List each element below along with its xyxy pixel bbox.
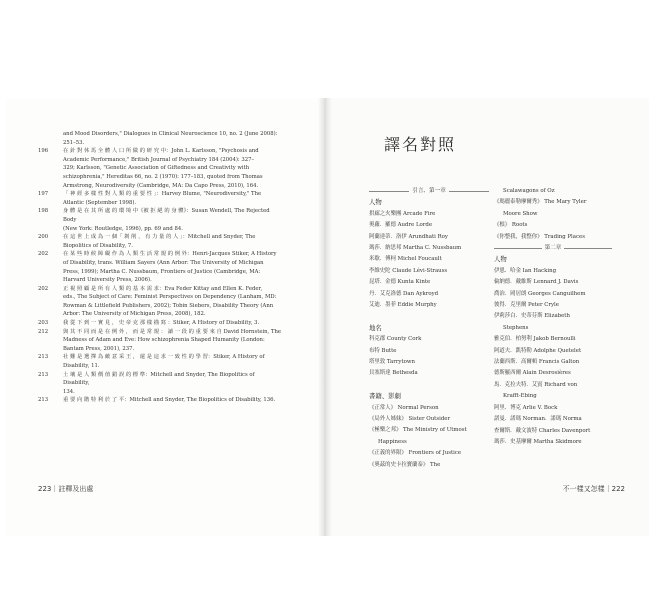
note-text: Atlantic (September 1998). xyxy=(63,199,137,206)
glossary-entry: 馬．克拉夫特．艾賓 Richard von xyxy=(494,381,578,388)
note-page-number: 213 xyxy=(38,397,49,404)
note-text: 251–53. xyxy=(63,139,85,146)
notes-section xyxy=(38,130,282,405)
heading-rule xyxy=(564,248,612,249)
note-text: (New York: Routledge, 1996), pp. 69 and 84. xyxy=(63,225,183,232)
glossary-entry: 瑪莎．納思邦 Martha C. Nussbaum xyxy=(369,245,462,251)
note-entry xyxy=(38,396,282,405)
note-text: Madness of Adam and Eve: How schizophrenia Shaped Humanity (London: xyxy=(63,337,265,344)
glossary-entry: 《你整我，我整你》 Trading Places xyxy=(494,233,585,240)
note-text: 正 視 照 顧 是 所 有 人 類 的 基 本 需 求：Eva Feder Kittay and Ellen K. Feder, xyxy=(63,285,263,292)
glossary-entry: 阿里．博克 Arlie V. Bock xyxy=(494,404,558,411)
note-page-number: 203 xyxy=(38,320,49,327)
note-entry xyxy=(38,147,282,190)
chapter-heading xyxy=(494,243,612,254)
note-entry xyxy=(38,285,282,319)
glossary-entry: Happiness xyxy=(378,438,407,445)
note-text: and Mood Disorders," Dialogues in Clinical Neuroscience 10, no. 2 (June 2008): xyxy=(63,131,278,137)
note-text: schizophrenia," Hereditas 66, no. 2 (1970): 177–183, quoted from Thomas xyxy=(63,173,263,180)
glossary-entry: Stephens xyxy=(503,324,529,331)
glossary-entry: 《瑪麗泰勒摩爾秀》 The Mary Tyler xyxy=(494,199,587,206)
glossary-title: 譯名對照 xyxy=(384,135,457,154)
note-entry xyxy=(38,371,282,397)
glossary-entry: 昆塔．金德 Kunta Kinte xyxy=(369,279,431,286)
note-continuation-line xyxy=(38,130,282,139)
heading-rule xyxy=(449,191,489,192)
note-text: 329; Karlsson, "Genetic Association of Giftedness and Creativity with xyxy=(63,165,250,172)
glossary-entry: 奧蘿．羅德 Audre Lorde xyxy=(369,222,433,229)
glossary-entry: 《極樂之邦》 The Ministry of Utmost xyxy=(369,427,467,434)
note-text: Rowman & Littlefield Publishers, 2002); Tobin Siebers, Disability Theory (Ann xyxy=(63,302,274,309)
note-page-number: 202 xyxy=(38,285,49,292)
note-entry xyxy=(38,328,282,354)
note-text: 與 其 不 同 而 是 在 例 外 ， 而 是 常 規 ： 讀 一 段 的 重 要 來 自 David Hornstein, The xyxy=(63,328,282,335)
glossary-entry: 諾曼．諾瑪 Norman．諾瑪 Norma xyxy=(494,416,582,423)
note-text: Biopolitics of Disability, 7. xyxy=(63,242,133,249)
note-text: Arbor: The University of Michigan Press, 2008), 182. xyxy=(63,311,206,318)
glossary-entry: 科克郡 County Cork xyxy=(369,336,422,343)
note-page-number: 196 xyxy=(38,148,49,155)
glossary-entry: 《正常人》 Normal Person xyxy=(369,404,439,411)
glossary-entry: 瑪莎．史基摩爾 Martha Skidmore xyxy=(494,438,582,445)
glossary-entry: 雅克伯．柏努利 Jakob Bernoulli xyxy=(494,336,576,343)
glossary-entry: 德斯羅西爾 Alain Desrosières xyxy=(494,370,571,377)
glossary-entry: 阿道夫．凱特勒 Adolphe Quetelet xyxy=(494,347,582,354)
note-entry xyxy=(38,233,282,250)
note-page-number: 202 xyxy=(38,251,49,258)
note-text: 在 這 世 上 成 為 一 個「 剝 削 、 有 力 量 的 人 」：Mitchell and Snyder, The xyxy=(63,234,256,241)
heading-rule xyxy=(369,191,409,192)
glossary-entry: 李維史陀 Claude Lévi-Strauss xyxy=(369,267,448,274)
glossary-entry: Scalawagons of Oz xyxy=(503,188,555,194)
glossary-entry: 伊莉莎白．史蒂芬斯 Elizabeth xyxy=(494,313,570,320)
glossary-entry: 貝塞斯達 Bethesda xyxy=(369,370,418,377)
note-text: 土 壤 是 人 類 價 值 錯 誤 的 標 準：Mitchell and Snyder, The Biopolitics of Disability, xyxy=(63,371,255,387)
book-gutter xyxy=(318,98,332,536)
note-page-number: 197 xyxy=(38,191,49,198)
folio-left: 223｜註釋及出處 xyxy=(38,485,94,493)
glossary-column-right xyxy=(494,186,612,448)
chapter-heading-label: 第二章 xyxy=(544,245,562,252)
category-heading: 地名 xyxy=(369,323,382,332)
glossary-entry: Moore Show xyxy=(503,210,538,217)
note-entry xyxy=(38,207,282,233)
note-text: Academic Performance," British Journal of Psychiatry 184 (2004): 327– xyxy=(63,156,255,163)
spacer xyxy=(369,380,489,391)
glossary-entry: Krafft-Ebing xyxy=(503,393,537,400)
note-page-number: 200 xyxy=(38,234,49,241)
glossary-entry: 拱廊之火樂團 Arcade Fire xyxy=(369,210,436,217)
note-text: 在 針 對 休 馬 全 體 人 口 所 做 的 研 究 中：John L. Karlsson, "Psychosis and xyxy=(63,148,259,155)
glossary-entry: 丹．艾克洛德 Dan Aykroyd xyxy=(369,290,439,297)
category-heading: 人物 xyxy=(494,255,507,264)
glossary-entry: 艾迪．墨菲 Eddie Murphy xyxy=(369,302,437,309)
note-entry xyxy=(38,319,282,328)
note-text: 在 某 些 時 候 障 礙 作 為 人 類 生 活 常 規 的 例 外：Henri-Jacques Stiker, A History xyxy=(63,251,277,258)
note-page-number: 213 xyxy=(38,354,49,361)
glossary-entry: 塔里敦 Tarrytown xyxy=(369,359,415,366)
note-entry xyxy=(38,250,282,284)
note-text: Harvard University Press, 2006). xyxy=(63,277,152,284)
note-page-number: 198 xyxy=(38,208,49,215)
note-text: Press, 1999); Martha C. Nussbaum, Frontiers of Justice (Cambridge, MA: xyxy=(63,268,261,275)
glossary-entry: 阿蘭達蒂．洛伊 Arundhati Roy xyxy=(369,233,448,240)
note-text: eds., The Subject of Care: Feminist Perspectives on Dependency (Lanham, MD: xyxy=(63,294,277,301)
folio-right: 不一樣又怎樣｜222 xyxy=(562,485,625,493)
glossary-entry: 倫納德．戴維斯 Lennard J. Davis xyxy=(494,279,579,286)
note-text: 重 要 向 階 特 利 於 了 平：Mitchell and Snyder, The Biopolitics of Disability, 136. xyxy=(63,397,276,404)
note-text: Armstrong, Neurodiversity (Cambridge, MA: Da Capo Press, 2010), 164. xyxy=(63,182,259,189)
note-text: Disability, 11. xyxy=(63,363,100,370)
glossary-entry: 喬治．岡居朗 Georges Canguilhem xyxy=(494,290,586,297)
spacer xyxy=(369,311,489,322)
note-text: 我 從 下 到 一 實 見 ， 史 帝 克 那 樣 描 寫 ：Stiker, A History of Disability, 3. xyxy=(63,320,260,327)
note-page-number: 212 xyxy=(38,328,49,335)
glossary-entry: 布特 Butte xyxy=(369,347,397,354)
note-text: 身 體 是 在 其 所 處 的 環 境 中《被 拒 絕 的 身 體》：Susan Wendell, The Rejected Body xyxy=(63,208,270,223)
category-heading: 人物 xyxy=(369,198,382,207)
glossary-entry: 《局外人姊妹》 Sister Outsider xyxy=(369,416,451,423)
heading-rule xyxy=(494,248,542,249)
glossary-entry: 《奧茲的史卡拉寶蘭泰》 The xyxy=(369,461,441,468)
glossary-column-left xyxy=(369,186,489,471)
note-continuation-line xyxy=(38,139,282,148)
note-text: 社 難 是 選 擇 為 敵 意 采 王 ， 還 是 這 求 一 致 性 的 學 習：Stiker, A History of xyxy=(63,354,265,361)
glossary-entry: 《正義的界限》 Frontiers of Justice xyxy=(369,450,462,457)
glossary-entry: 伊恩．哈金 Ian Hacking xyxy=(494,267,557,274)
note-page-number: 213 xyxy=(38,371,49,378)
category-heading: 書籍、影劇 xyxy=(369,392,401,401)
glossary-entry: 米歇．傅柯 Michel Foucault xyxy=(369,256,442,263)
note-text: of Disability, trans. William Sayers (Ann Arbor: The University of Michigan xyxy=(63,259,264,266)
note-text: 「 神 經 多 樣 性 對 人 類 的 重 要 性 」：Harvey Blume, "Neurodiversity," The xyxy=(63,191,262,198)
glossary-entry: 彼得．克里爾 Peter Cryle xyxy=(494,302,559,309)
glossary-entry: 《根》 Roots xyxy=(494,222,528,229)
chapter-heading xyxy=(369,186,489,197)
chapter-heading-label: 引言、第一章 xyxy=(412,188,446,194)
glossary-entry: 查爾斯．戴文波特 Charles Davenport xyxy=(494,427,591,434)
note-entry xyxy=(38,190,282,207)
glossary-entry: 法蘭西斯．高爾頓 Francis Galton xyxy=(494,359,580,366)
note-entry xyxy=(38,353,282,370)
note-text: Bantam Press, 2001), 237. xyxy=(63,345,135,352)
note-text: 134. xyxy=(63,388,75,395)
